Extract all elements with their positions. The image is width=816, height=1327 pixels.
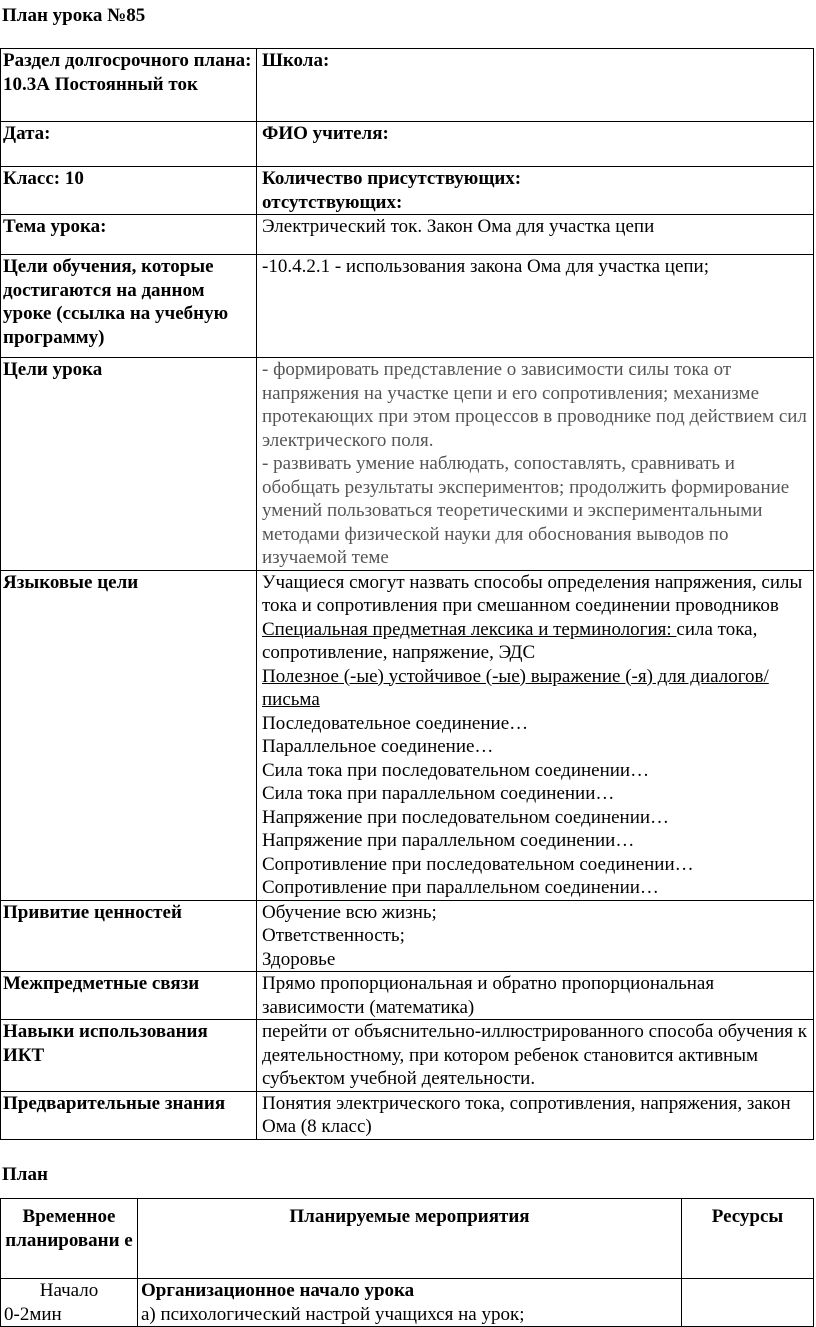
ict-label: Навыки использования ИКТ [1, 1020, 257, 1092]
phrase-item: Параллельное соединение… [262, 736, 494, 757]
column-header-resources: Ресурсы [682, 1199, 814, 1279]
plan-heading: План [2, 1164, 48, 1185]
column-header-time: Временное планировани е [1, 1199, 138, 1279]
language-goals-intro: Учащиеся смогут назвать способы определения напряжения, силы тока и сопротивления при смешанном соединении проводников [262, 571, 803, 616]
phrase-item: Напряжение при последовательном соединении… [262, 806, 670, 828]
phrase-item: Последовательное соединение… [262, 712, 529, 734]
column-header-activities: Планируемые мероприятия [138, 1199, 682, 1279]
value-item: Ответственность; [262, 925, 405, 946]
phrases-heading: Полезное (-ые) устойчивое (-ые) выражение (-я) для диалогов/письма [262, 665, 769, 710]
value-item: Здоровье [262, 948, 336, 970]
prior-knowledge-value: Понятия электрического тока, сопротивления, напряжения, закон Ома (8 класс) [257, 1091, 814, 1139]
lesson-goals-value [257, 358, 814, 571]
table-row [1, 972, 814, 1020]
phrase-item: Сила тока при параллельном соединении… [262, 783, 615, 804]
values-label: Привитие ценностей [1, 900, 257, 972]
table-row [1, 358, 814, 571]
table-row [1, 167, 814, 215]
table-row [1, 570, 814, 900]
attendance-cell [257, 167, 814, 215]
section-label: Раздел долгосрочного плана: 10.3А Постоянный ток [1, 49, 257, 122]
language-goals-value [257, 570, 814, 900]
learning-goals-label: Цели обучения, которые достигаются на данном уроке (ссылка на учебную программу) [1, 255, 257, 358]
lesson-info-table [0, 48, 814, 1140]
table-row [1, 215, 814, 255]
table-header-row [1, 1199, 814, 1279]
resources-cell [682, 1279, 814, 1327]
time-start: Начало [39, 1280, 99, 1301]
topic-value: Электрический ток. Закон Ома для участка цепи [257, 215, 814, 255]
class-label: Класс: 10 [1, 167, 257, 215]
lesson-goal-1: - формировать представление о зависимости силы тока от напряжения на участке цепи и его сопротивления; механизме протекающих при этом процессов в проводнике под действием сил электрического поля. [262, 359, 807, 451]
ict-value: перейти от объяснительно-иллюстрированного способа обучения к деятельностному, при котором ребенок становится активным субъектом учебной деятельности. [257, 1020, 814, 1092]
phrase-item: Сопротивление при последовательном соединении… [262, 853, 694, 875]
vocab-heading: Специальная предметная лексика и терминология: [262, 618, 677, 640]
activity-cell [138, 1279, 682, 1327]
lesson-goals-label: Цели урока [1, 358, 257, 571]
language-goals-text [262, 571, 810, 665]
cross-links-label: Межпредметные связи [1, 972, 257, 1020]
phrase-item: Напряжение при параллельном соединении… [262, 830, 635, 851]
phrase-item: Сопротивление при параллельном соединении… [262, 877, 659, 898]
language-goals-label: Языковые цели [1, 570, 257, 900]
values-list [257, 900, 814, 972]
time-range: 0-2мин [4, 1303, 62, 1325]
table-row [1, 122, 814, 167]
learning-goals-value: -10.4.2.1 - использования закона Ома для участка цепи; [257, 255, 814, 358]
value-item: Обучение всю жизнь; [262, 901, 437, 923]
lesson-goal-2: - развивать умение наблюдать, сопоставлять, сравнивать и обобщать результаты экспериментов; продолжить формирование умений пользоваться теоретическими и экспериментальными методами физической науки для обоснования выводов по изучаемой теме [262, 453, 790, 568]
prior-knowledge-label: Предварительные знания [1, 1091, 257, 1139]
table-row [1, 900, 814, 972]
table-row [1, 1091, 814, 1139]
school-label: Школа: [257, 49, 814, 122]
absent-label: отсутствующих: [262, 191, 403, 213]
vocab-list: сила тока, сопротивление, напряжение, ЭДС [262, 618, 758, 663]
topic-label: Тема урока: [1, 215, 257, 255]
phrase-item: Сила тока при последовательном соединении… [262, 759, 650, 781]
activity-item: а) психологический настрой учащихся на урок; [141, 1303, 525, 1325]
plan-table [0, 1198, 814, 1327]
date-label: Дата: [1, 122, 257, 167]
table-row [1, 255, 814, 358]
cross-links-value: Прямо пропорциональная и обратно пропорциональная зависимости (математика) [257, 972, 814, 1020]
present-label: Количество присутствующих: [262, 168, 522, 189]
table-row [1, 1279, 814, 1327]
time-cell [1, 1279, 138, 1327]
page-title: План урока №85 [2, 5, 146, 26]
table-row [1, 49, 814, 122]
teacher-label: ФИО учителя: [257, 122, 814, 167]
activity-title: Организационное начало урока [141, 1280, 415, 1301]
table-row [1, 1020, 814, 1092]
